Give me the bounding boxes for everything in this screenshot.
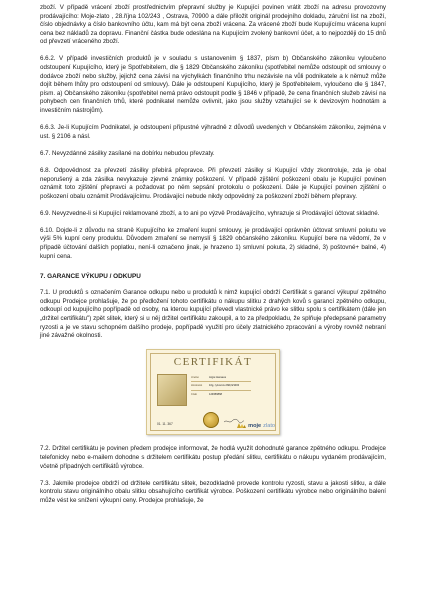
paragraph: 7.3. Jakmile prodejce obdrží od držitele certifikátu slitek, bezodkladně provede kontrolu ryzosti, stavu a jakosti slitku, a dále kontrolu stavu originálního obalu slitku obsahujícího certifikát výrobce. Poškození certifikátu výrobce nebo originálního balení může vést ke snížení výkupní ceny. Prodejce prohlašuje, že xyxy=(40,479,386,504)
certificate-field: Číslo 129356868 xyxy=(191,392,222,396)
certificate-fields xyxy=(191,374,251,397)
paragraph: 6.7. Nevyzdánné zásilky zasílané na dobírku nebudou převzaty. xyxy=(40,149,215,157)
paragraphs-bottom xyxy=(40,445,386,505)
certificate-title: CERTIFIKÁT xyxy=(173,356,253,369)
logo-mark-icon xyxy=(237,423,246,428)
paragraphs-top xyxy=(40,4,386,261)
certificate-image xyxy=(146,349,280,435)
certificate-date: 01. 11. 367 xyxy=(157,422,173,427)
paragraph: 7.2. Držitel certifikátu je povinen předem prodejce informovat, že hodlá využít dohodnuté garance zpětného odkupu. Prodejce telefonicky nebo e-mailem dohodne s držitelem certifikátu postup předání slitku, certifikátu o nákupu vydaném prodávajícím, včetně případných certifikátů výrobce. xyxy=(40,445,386,470)
paragraph: 6.8. Odpovědnost za převzetí zásilky přebírá přepravce. Při převzetí zásilky si Kupující vždy zkontroluje, zda je obal neporušený a zda zásilka nevykazuje zjevné známky poškození. V případě zjištění poškození obalu je Kupující povinen oznámit toto zjištění přepravci a požadovat po něm sepsání protokolu o poškození. Dále je Kupující povinen zjištění o poškození obalu oznámit Prodávajícímu. Prodávající nebude nikdy odpovědný za poškození zboží během přepravy. xyxy=(40,166,386,200)
moje-zlato-logo: moje zlato xyxy=(237,423,275,429)
section-title: 7. GARANCE VÝKUPU / ODKUPU xyxy=(40,273,141,281)
certificate-field: Jméno Argor-Heraeus xyxy=(191,375,227,379)
paragraph: 6.10. Dojde-li z důvodu na straně Kupujícího ke zmaření kupní smlouvy, je prodávající oprávněn účtovat smluvní pokutu ve výši 5% kupní ceny produktu. Důvodem zmaření se nemyslí § 1829 občanského zákoníku. Kupující bere na vědomí, že v případě účtování dalších poplatku, není-li označeno jinak, je hrazeno 1) smluvní pokuta, 2) skladné, 3) poštovné+ balné, 4) kupní cena. xyxy=(40,226,386,260)
paragraph: 6.9. Nevyzvedne-li si Kupující reklamované zboží, a to ani po výzvě Prodávajícího, vyhrazuje si Prodávající účtovat skladné. xyxy=(40,209,380,217)
paragraph-7-1: 7.1. U produktů s označením Garance odkupu nebo u produktů k nimž kupující obdrží Certifikát s garancí výkupu/ zpětného odkupu Prodejce prohlašuje, že po předložení tohoto certifikátu o nákupu slitku z drahých kovů s garancí zpětného odkupu, odkoupí od kupujícího popřípadě od osoby, na kterou kupující převedl vlastnické právo ke slitku spolu s certifikátem (dále jen „držitel certifikátu") zpět slitek, který si u něj držitel certifikátu zakoupil, a to za předpokladu, že splňuje předepsané parametry ryzosti a je ve stavu schopném dalšího prodeje, popřípadě využití pro účely zlatnického zpracování a výroby rovněž nebraní jiné závažné okolnosti. xyxy=(40,289,386,340)
gold-bar-photo xyxy=(157,374,187,406)
paragraph: zboží. V případě vrácení zboží prostřednictvím přepravní služby je Kupující povinen vrátit zboží na adresu provozovny prodávajícího: Moje-zlato , 28.října 102/243 , Ostrava, 70900 a dále přiložit originál prodejního dokladu, záruční list na zboží, číslo objednávky a číslo bankovního účtu, kam má být cena zboží vrácena. Za vrácené zboží bude Kupujícímu vrácena kupní cena bez nákladů za dopravu. Finanční částka bude odeslána na Kupujícím zvolený bankovní účet, a to nejpozději do 15 dnů od převzetí vráceného zboží. xyxy=(40,4,386,46)
paragraph: 6.6.3. Je-li Kupujícím Podnikatel, je odstoupení přípustné výhradně z důvodů uvedených v Občanském zákoníku, zejména v ust. § 2106 a násl. xyxy=(40,124,386,140)
certificate-figure xyxy=(40,349,386,435)
paragraph: 6.6.2. V případě investičních produktů je v souladu s ustanovením § 1837, písm b) Občanského zákoníku vyloučeno odstoupení Kupujícího, který je Spotřebitelem, dle § 1829 Občanského zákoníku (spotřebitel nemůže odstoupit od smlouvy o dodávce zboží nebo služby, jejichž cena závisí na výchylkách finančního trhu nezávisle na vůli podnikatele a k němuž může dojít během lhůty pro odstoupení od smlouvy). Dále je odstoupení Kupujícího, který je Spotřebitelem, vyloučeno dle § 1847, písm. a) Občanského zákoníku (spotřebitel nemá právo odstoupit podle § 1846 v případě, že cena finančních služeb závisí na pohybech cen finančních trhů, které podnikatel nemůže ovlivnit, jako jsou služby vztahující se k devizovým hodnotám a investičním nástrojům). xyxy=(40,55,386,115)
certificate-field: Hmotnost 10g, ryzost Au 999,9/1000 xyxy=(191,384,240,388)
